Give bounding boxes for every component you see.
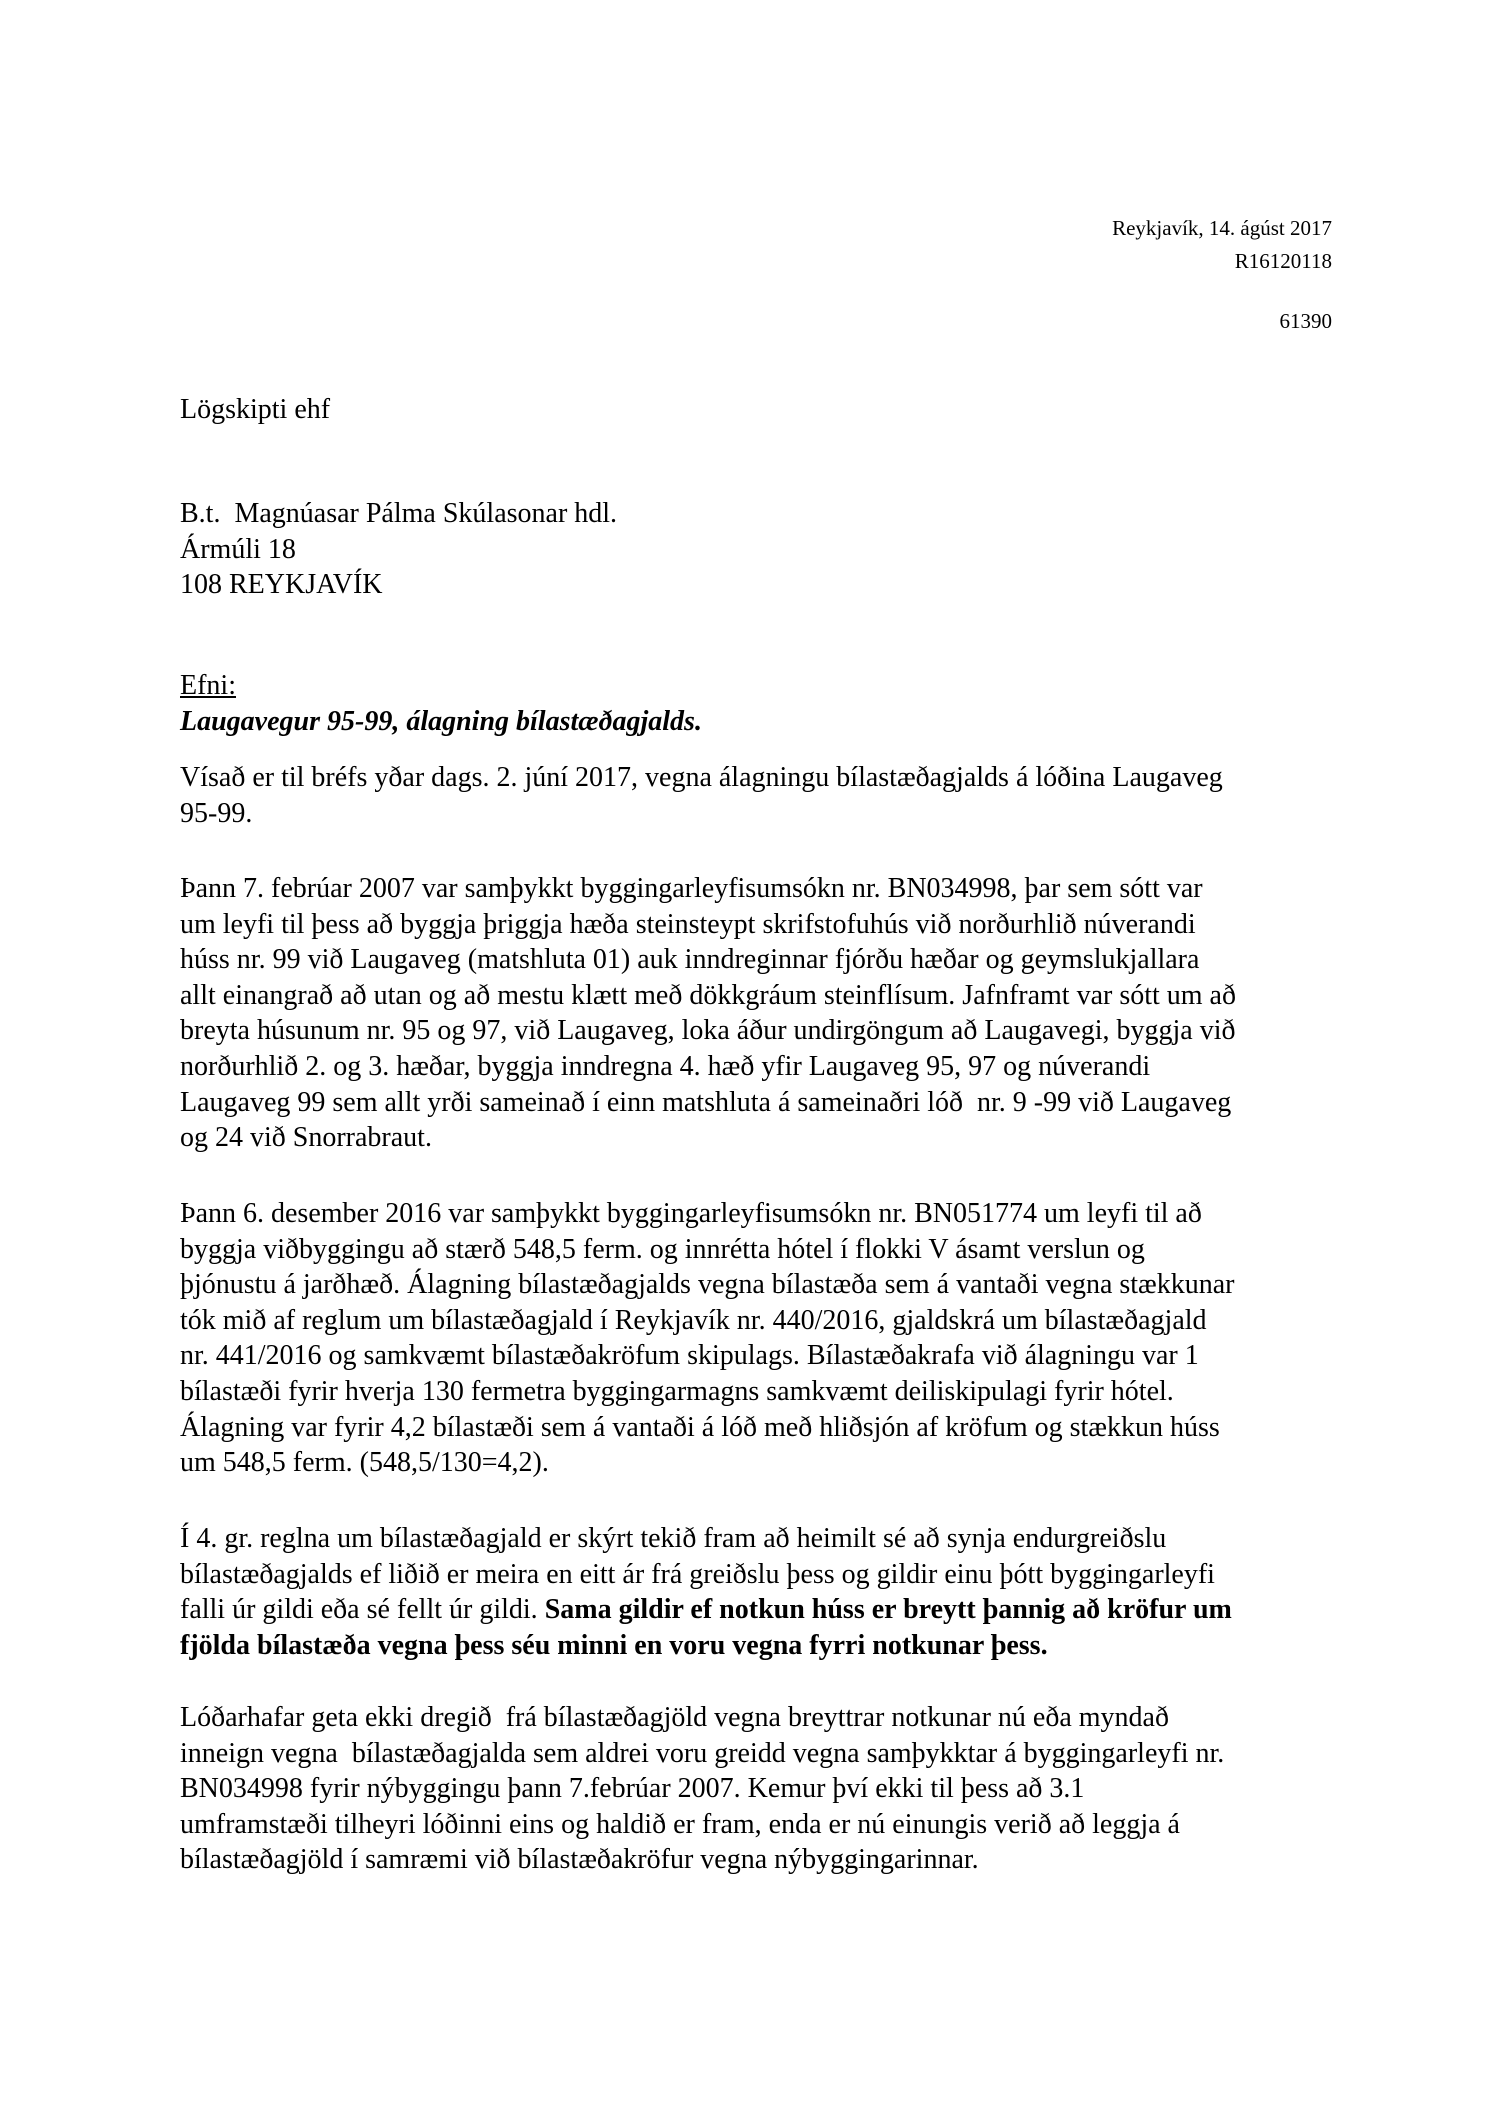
paragraph-line: og 24 við Snorrabraut. [180,1122,432,1154]
subject-title: Laugavegur 95-99, álagning bílastæðagjalds. [180,706,702,737]
paragraph-line: bílastæðagjalds ef liðið er meira en eitt ár frá greiðslu þess og gildir einu þótt byggingarleyfi [180,1558,1215,1590]
paragraph-line: allt einangrað að utan og að mestu klætt með dökkgráum steinflísum. Jafnframt var sótt um að [180,979,1236,1011]
paragraph-line: Laugaveg 99 sem allt yrði sameinað í einn matshluta á sameinaðri lóð nr. 9 -99 við Laugaveg [180,1086,1232,1118]
paragraph-line: Vísað er til bréfs yðar dags. 2. júní 2017, vegna álagningu bílastæðagjalds á lóðina Laugaveg [180,762,1223,793]
paragraph-line: nr. 441/2016 og samkvæmt bílastæðakröfum skipulags. Bílastæðakrafa við álagningu var 1 [180,1340,1199,1372]
paragraph-line: Þann 6. desember 2016 var samþykkt byggingarleyfisumsókn nr. BN051774 um leyfi til að [180,1198,1202,1229]
paragraph-2 [180,871,1335,1156]
letter-date: Reykjavík, 14. ágúst 2017 [1112,216,1332,240]
paragraph-line: inneign vegna bílastæðagjalda sem aldrei voru greidd vegna samþykktar á byggingarleyfi nr. [180,1737,1225,1769]
paragraph-text: falli úr gildi eða sé fellt úr gildi. [180,1594,545,1626]
paragraph-line: um 548,5 ferm. (548,5/130=4,2). [180,1447,549,1479]
paragraph-line: Í 4. gr. reglna um bílastæðagjald er skýrt tekið fram að heimilt sé að synja endurgreiðslu [180,1523,1167,1554]
recipient-city: 108 REYKJAVÍK [180,569,383,601]
paragraph-line: 95-99. [180,797,253,829]
paragraph-5 [180,1700,1335,1878]
paragraph-line [180,1592,1335,1628]
paragraph-line: bílastæðagjöld í samræmi við bílastæðakröfur vegna nýbyggingarinnar. [180,1844,979,1876]
paragraph-line: þjónustu á jarðhæð. Álagning bílastæðagjalds vegna bílastæða sem á vantaði vegna stækkunar [180,1269,1235,1301]
emphasized-text: fjölda bílastæða vegna þess séu minni en voru vegna fyrri notkunar þess. [180,1629,1048,1661]
paragraph-4 [180,1521,1335,1663]
paragraph-line: um leyfi til þess að byggja þriggja hæða steinsteypt skrifstofuhús við norðurhlið núverandi [180,908,1196,940]
paragraph-line: BN034998 fyrir nýbyggingu þann 7.febrúar 2007. Kemur því ekki til þess að 3.1 [180,1773,1085,1805]
subject-label: Efni: [180,670,236,701]
paragraph-line: umframstæði tilheyri lóðinni eins og haldið er fram, enda er nú einungis verið að leggja á [180,1808,1180,1840]
emphasized-text: Sama gildir ef notkun húss er breytt þannig að kröfur um [544,1594,1232,1626]
paragraph-line: tók mið af reglum um bílastæðagjald í Reykjavík nr. 440/2016, gjaldskrá um bílastæðagjald [180,1304,1207,1336]
recipient-attention: B.t. Magnúasar Pálma Skúlasonar hdl. [180,498,618,529]
paragraph-line: bílastæði fyrir hverja 130 fermetra byggingarmagns samkvæmt deiliskipulagi fyrir hótel. [180,1375,1174,1407]
reference-number: R16120118 [1234,249,1332,273]
paragraph-line: Lóðarhafar geta ekki dregið frá bílastæðagjöld vegna breyttrar notkunar nú eða myndað [180,1702,1169,1733]
recipient-street: Ármúli 18 [180,533,296,565]
recipient-address [180,496,1335,603]
paragraph-line: norðurhlið 2. og 3. hæðar, byggja inndregna 4. hæð yfir Laugaveg 95, 97 og núverandi [180,1050,1151,1082]
paragraph-line: Álagning var fyrir 4,2 bílastæði sem á vantaði á lóð með hliðsjón af kröfum og stækkun húss [180,1411,1220,1443]
paragraph-line: byggja viðbyggingu að stærð 548,5 ferm. og innrétta hótel í flokki V ásamt verslun og [180,1233,1145,1265]
paragraph-line: húss nr. 99 við Laugaveg (matshluta 01) auk inndreginnar fjórðu hæðar og geymslukjallara [180,944,1200,976]
paragraph-line: Þann 7. febrúar 2007 var samþykkt byggingarleyfisumsókn nr. BN034998, þar sem sótt var [180,873,1203,904]
paragraph-line: breyta húsunum nr. 95 og 97, við Laugaveg, loka áður undirgöngum að Laugavegi, byggja við [180,1015,1236,1047]
paragraph-1 [180,760,1335,831]
paragraph-3 [180,1196,1335,1481]
document-number: 61390 [1279,309,1332,333]
recipient-company: Lögskipti ehf [180,394,331,425]
